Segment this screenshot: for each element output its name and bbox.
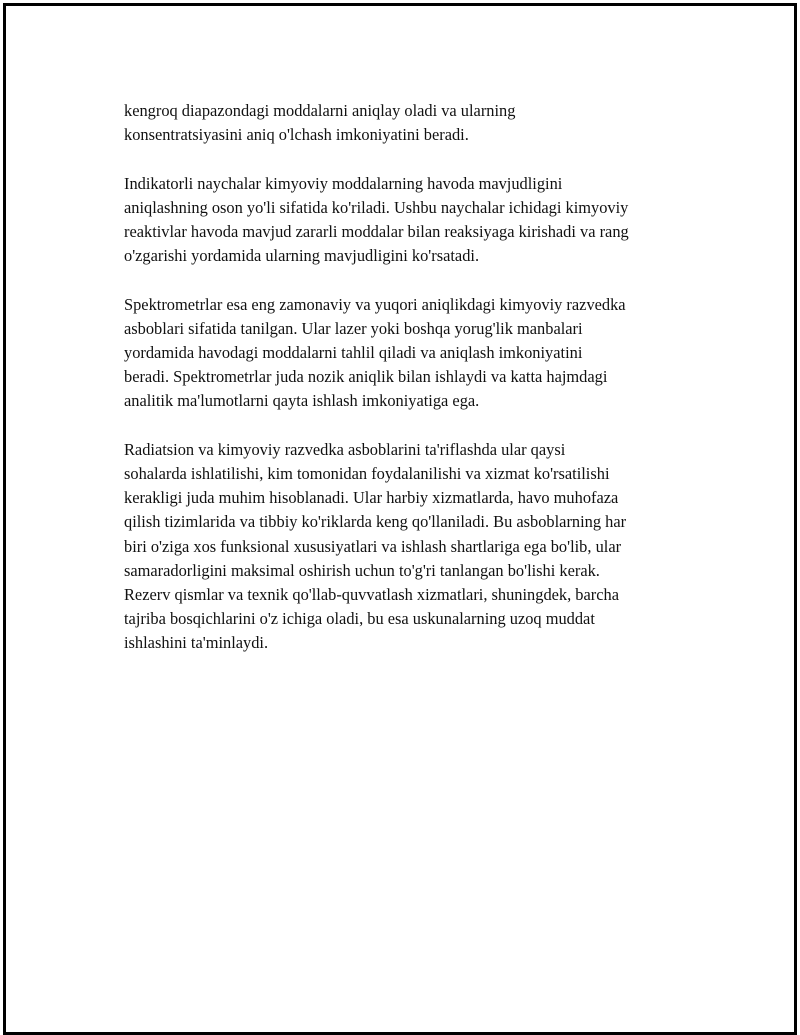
text-line: Radiatsion va kimyoviy razvedka asboblarini ta'riflashda ular qaysi	[124, 439, 566, 459]
paragraph	[124, 99, 699, 147]
text-line: beradi. Spektrometrlar juda nozik aniqlik bilan ishlaydi va katta hajmdagi	[124, 367, 608, 387]
text-line: ishlashini ta'minlaydi.	[124, 633, 269, 653]
text-line: reaktivlar havoda mavjud zararli moddalar bilan reaksiyaga kirishadi va rang	[124, 222, 629, 241]
text-line: Rezerv qismlar va texnik qo'llab-quvvatlash xizmatlari, shuningdek, barcha	[124, 585, 619, 605]
page-border	[3, 3, 797, 1035]
paragraph	[124, 293, 699, 414]
text-line: aniqlashning oson yo'li sifatida ko'riladi. Ushbu naychalar ichidagi kimyoviy	[124, 197, 629, 217]
text-line: Spektrometrlar esa eng zamonaviy va yuqori aniqlikdagi kimyoviy razvedka	[124, 294, 626, 314]
text-line: asboblari sifatida tanilgan. Ular lazer yoki boshqa yorug'lik manbalari	[124, 318, 583, 338]
paragraph	[124, 172, 699, 269]
text-line: biri o'ziga xos funksional xususiyatlari va ishlash shartlariga ega bo'lib, ular	[124, 536, 622, 556]
paragraph	[124, 438, 699, 656]
text-line: Indikatorli naychalar kimyoviy moddalarning havoda mavjudligini	[124, 173, 563, 193]
text-line: kengroq diapazondagi moddalarni aniqlay oladi va ularning	[124, 101, 516, 120]
text-line: sohalarda ishlatilishi, kim tomonidan foydalanilishi va xizmat ko'rsatilishi	[124, 464, 610, 483]
text-line: qilish tizimlarida va tibbiy ko'riklarda keng qo'llaniladi. Bu asboblarning har	[124, 512, 627, 532]
text-line: analitik ma'lumotlarni qayta ishlash imkoniyatiga ega.	[124, 391, 480, 411]
text-line: tajriba bosqichlarini o'z ichiga oladi, bu esa uskunalarning uzoq muddat	[124, 609, 595, 629]
text-line: kerakligi juda muhim hisoblanadi. Ular harbiy xizmatlarda, havo muhofaza	[124, 488, 619, 508]
text-line: o'zgarishi yordamida ularning mavjudligini ko'rsatadi.	[124, 246, 480, 266]
document-body	[124, 99, 699, 680]
text-line: konsentratsiyasini aniq o'lchash imkoniyatini beradi.	[124, 125, 469, 145]
text-line: yordamida havodagi moddalarni tahlil qiladi va aniqlash imkoniyatini	[124, 343, 583, 362]
text-line: samaradorligini maksimal oshirish uchun to'g'ri tanlangan bo'lishi kerak.	[124, 560, 600, 580]
